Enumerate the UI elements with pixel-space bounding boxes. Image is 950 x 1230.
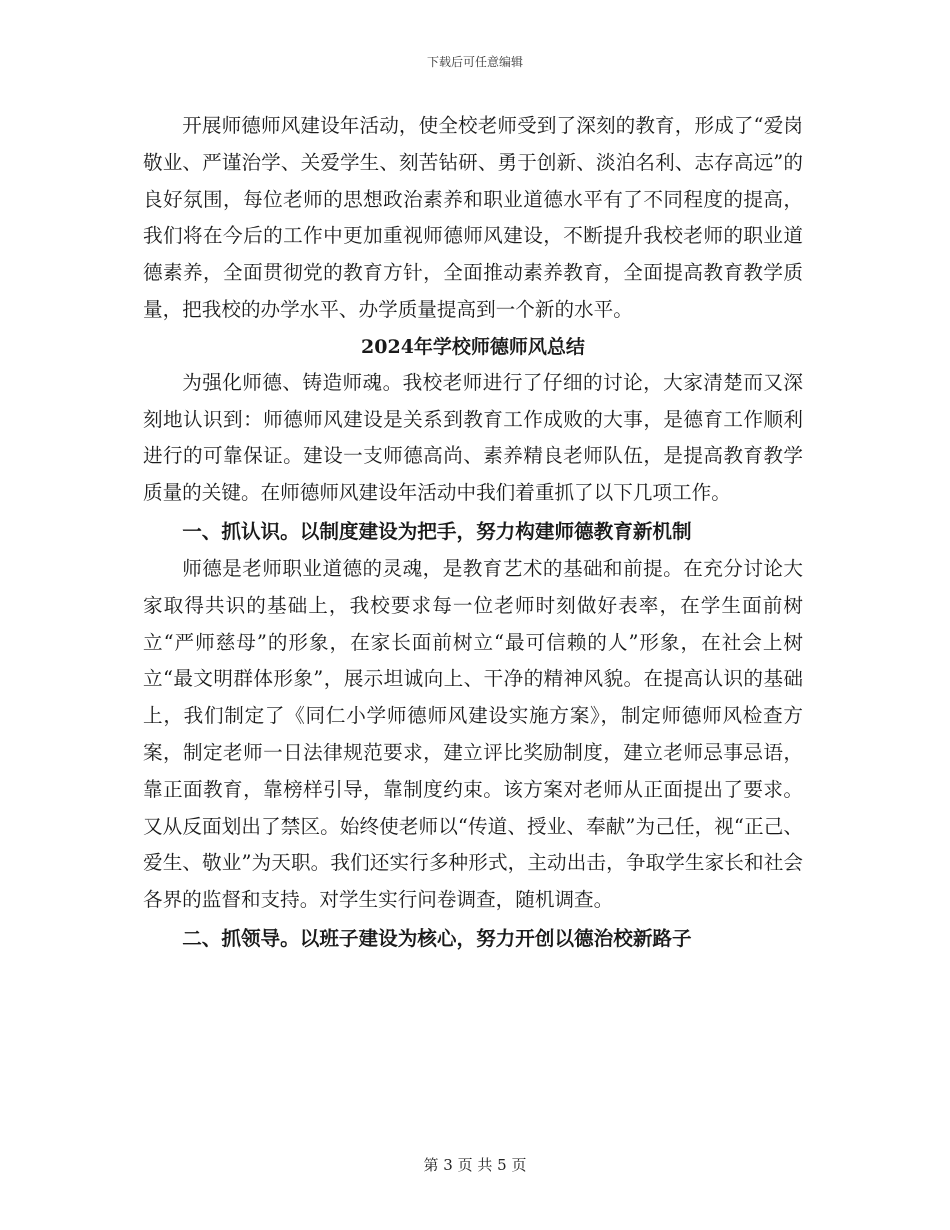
page-header: 下载后可任意编辑 [426,55,523,69]
section-heading-1: 一、抓认识。以制度建设为把手，努力构建师德教育新机制 [182,519,692,543]
section-heading-2: 二、抓领导。以班子建设为核心，努力开创以德治校新路子 [182,926,692,950]
paragraph-intro: 开展师德师风建设年活动，使全校老师受到了深刻的教育，形成了“爱岗敬业、严谨治学、关爱学生、刻苦钻研、勇于创新、淡泊名利、志存高远”的良好氛围，每位老师的思想政治素养和职业道德水平有了不同程度的提高，我们将在今后的工作中更加重视师德师风建设，不断提升我校老师的职业道德素养，全面贯彻党的教育方针，全面推动素养教育，全面提高教育教学质量，把我校的办学水平、办学质量提高到一个新的水平。 [143,114,803,321]
document-body [143,108,803,958]
document-title: 2024年学校师德师风总结 [361,335,585,358]
page-footer: 第 3 页 共 5 页 [423,1156,527,1174]
paragraph-section-1: 师德是老师职业道德的灵魂，是教育艺术的基础和前提。在充分讨论大家取得共识的基础上，我校要求每一位老师时刻做好表率，在学生面前树立“严师慈母”的形象，在家长面前树立“最可信赖的人”形象，在社会上树立“最文明群体形象”，展示坦诚向上、干净的精神风貌。在提高认识的基础上，我们制定了《同仁小学师德师风建设实施方案》，制定师德师风检查方案，制定老师一日法律规范要求，建立评比奖励制度，建立老师忌事忌语，靠正面教育，靠榜样引导，靠制度约束。该方案对老师从正面提出了要求。又从反面划出了禁区。始终使老师以“传道、授业、奉献”为己任，视“正己、爱生、敬业”为天职。我们还实行多种形式，主动出击，争取学生家长和社会各界的监督和支持。对学生实行问卷调查，随机调查。 [143,556,803,912]
paragraph-overview: 为强化师德、铸造师魂。我校老师进行了仔细的讨论，大家清楚而又深刻地认识到：师德师风建设是关系到教育工作成败的大事，是德育工作顺利进行的可靠保证。建设一支师德高尚、素养精良老师队伍，是提高教育教学质量的关键。在师德师风建设年活动中我们着重抓了以下几项工作。 [143,370,803,505]
